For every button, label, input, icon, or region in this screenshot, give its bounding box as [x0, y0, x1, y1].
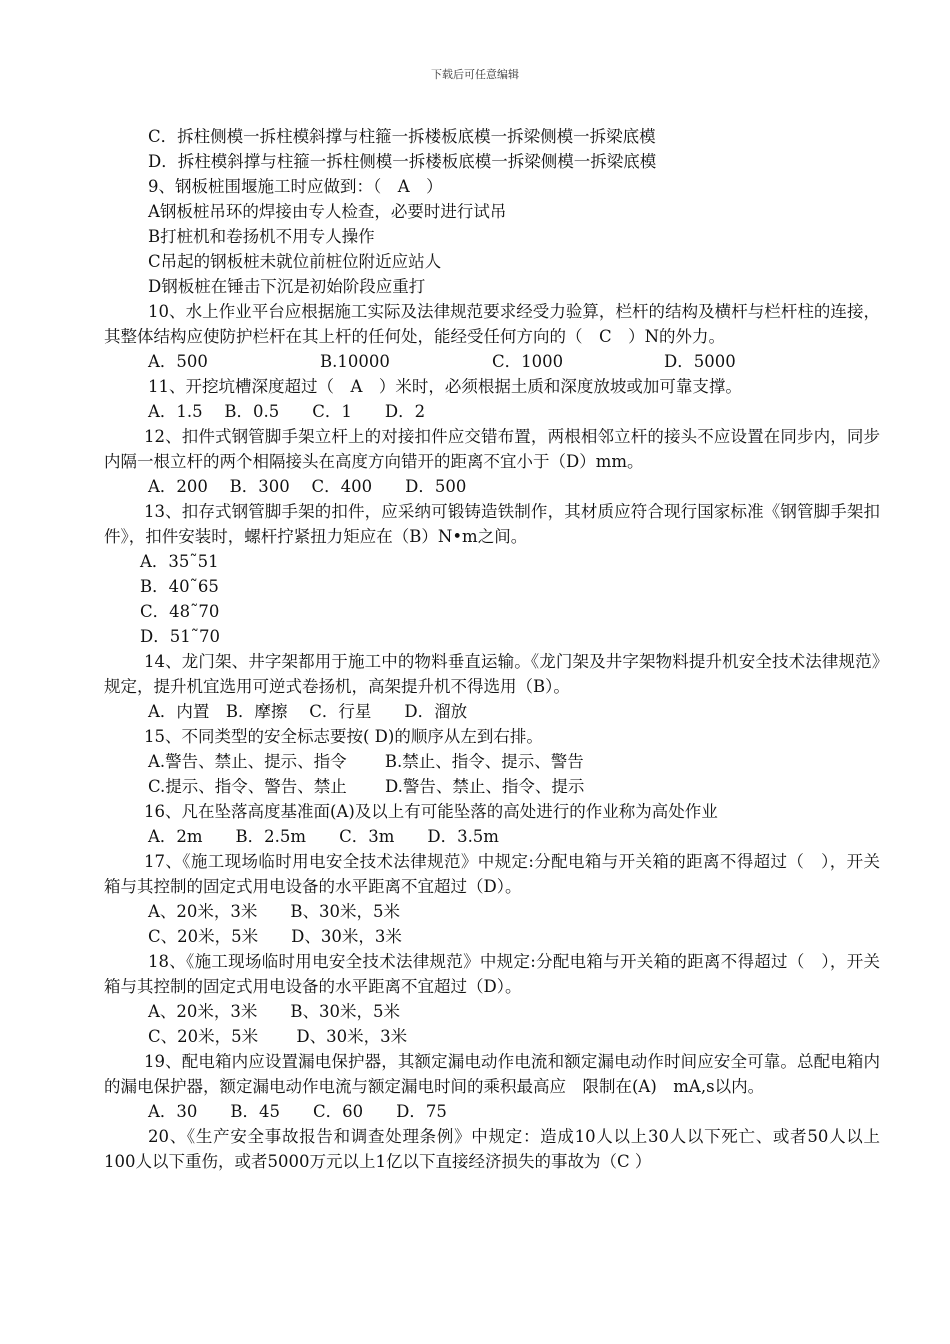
option-line: A．1.5 B．0.5 C．1 D．2	[148, 402, 426, 421]
option-line: A．2m B．2.5m C．3m D．3.5m	[148, 827, 499, 846]
option-line: C、20米，5米 D、30米，3米	[148, 1027, 408, 1046]
question-13: 13、扣存式钢管脚手架的扣件，应采纳可锻铸造铁制作，其材质应符合现行国家标准《钢管脚手架扣件》，扣件安装时，螺杆拧紧扭力矩应在（B）N•m之间。	[104, 502, 880, 546]
option-line: B打桩机和卷扬机不用专人操作	[148, 227, 375, 246]
page-header: 下载后可任意编辑	[431, 68, 519, 81]
option-line: C、20米，5米 D、30米，3米	[148, 927, 402, 946]
option-line: C.提示、指令、警告、禁止 D.警告、禁止、指令、提示	[148, 777, 585, 796]
option-line: A、20米，3米 B、30米，5米	[148, 902, 401, 921]
option-line: A．200 B．300 C．400 D．500	[148, 477, 467, 496]
option-line: D．拆柱模斜撑与柱箍一拆柱侧模一拆楼板底模一拆梁侧模一拆梁底模	[148, 152, 657, 171]
question-9: 9、钢板桩围堰施工时应做到：（ A ）	[148, 177, 443, 196]
question-10: 10、水上作业平台应根据施工实际及法律规范要求经受力验算，栏杆的结构及横杆与栏杆柱的连接，其整体结构应使防护栏杆在其上杆的任何处，能经受任何方向的（ C ）N的外力。	[104, 302, 880, 346]
option-line: A.警告、禁止、提示、指令 B.禁止、指令、提示、警告	[148, 752, 584, 771]
option-line: A．30 B．45 C．60 D．75	[148, 1102, 447, 1121]
document-body	[104, 124, 880, 1174]
question-14: 14、龙门架、井字架都用于施工中的物料垂直运输。《龙门架及井字架物料提升机安全技术法律规范》规定，提升机宜选用可逆式卷扬机，高架提升机不得选用（B）。	[104, 652, 880, 696]
option-line: A、20米，3米 B、30米，5米	[148, 1002, 401, 1021]
option-a: A．500	[148, 352, 208, 371]
question-18: 18、《施工现场临时用电安全技术法律规范》中规定:分配电箱与开关箱的距离不得超过（ ），开关箱与其控制的固定式用电设备的水平距离不宜超过（D）。	[104, 952, 880, 996]
option-line: A．35˜51	[140, 552, 219, 571]
option-line: B．40˜65	[140, 577, 219, 596]
option-d: D．5000	[664, 352, 736, 371]
question-15: 15、不同类型的安全标志要按( D)的顺序从左到右排。	[144, 727, 543, 746]
question-10-options	[104, 349, 880, 374]
option-line: C．拆柱侧模一拆柱模斜撑与柱箍一拆楼板底模一拆梁侧模一拆梁底模	[148, 127, 656, 146]
question-11: 11、开挖坑槽深度超过（ A ）米时，必须根据土质和深度放坡或加可靠支撑。	[148, 377, 742, 396]
question-20: 20、《生产安全事故报告和调查处理条例》中规定：造成10人以上30人以下死亡、或者50人以上100人以下重伤，或者5000万元以上1亿以下直接经济损失的事故为（C ）	[104, 1127, 880, 1171]
option-line: A钢板桩吊环的焊接由专人检查，必要时进行试吊	[148, 202, 507, 221]
option-line: C吊起的钢板桩未就位前桩位附近应站人	[148, 252, 442, 271]
question-19: 19、配电箱内应设置漏电保护器，其额定漏电动作电流和额定漏电动作时间应安全可靠。总配电箱内的漏电保护器，额定漏电动作电流与额定漏电时间的乘积最高应 限制在(A) mA,s以内。	[104, 1052, 880, 1096]
option-b: B.10000	[320, 352, 390, 371]
option-c: C．1000	[492, 352, 564, 371]
question-12: 12、扣件式钢管脚手架立杆上的对接扣件应交错布置，两根相邻立杆的接头不应设置在同步内，同步内隔一根立杆的两个相隔接头在高度方向错开的距离不宜小于（D）mm。	[104, 427, 880, 471]
option-line: C．48˜70	[140, 602, 220, 621]
question-16: 16、凡在坠落高度基准面(A)及以上有可能坠落的高处进行的作业称为高处作业	[144, 802, 718, 821]
option-line: D．51˜70	[140, 627, 220, 646]
option-line: D钢板桩在锤击下沉是初始阶段应重打	[148, 277, 426, 296]
option-line: A．内置 B．摩擦 C．行星 D．溜放	[148, 702, 468, 721]
question-17: 17、《施工现场临时用电安全技术法律规范》中规定:分配电箱与开关箱的距离不得超过（ ），开关箱与其控制的固定式用电设备的水平距离不宜超过（D）。	[104, 852, 880, 896]
